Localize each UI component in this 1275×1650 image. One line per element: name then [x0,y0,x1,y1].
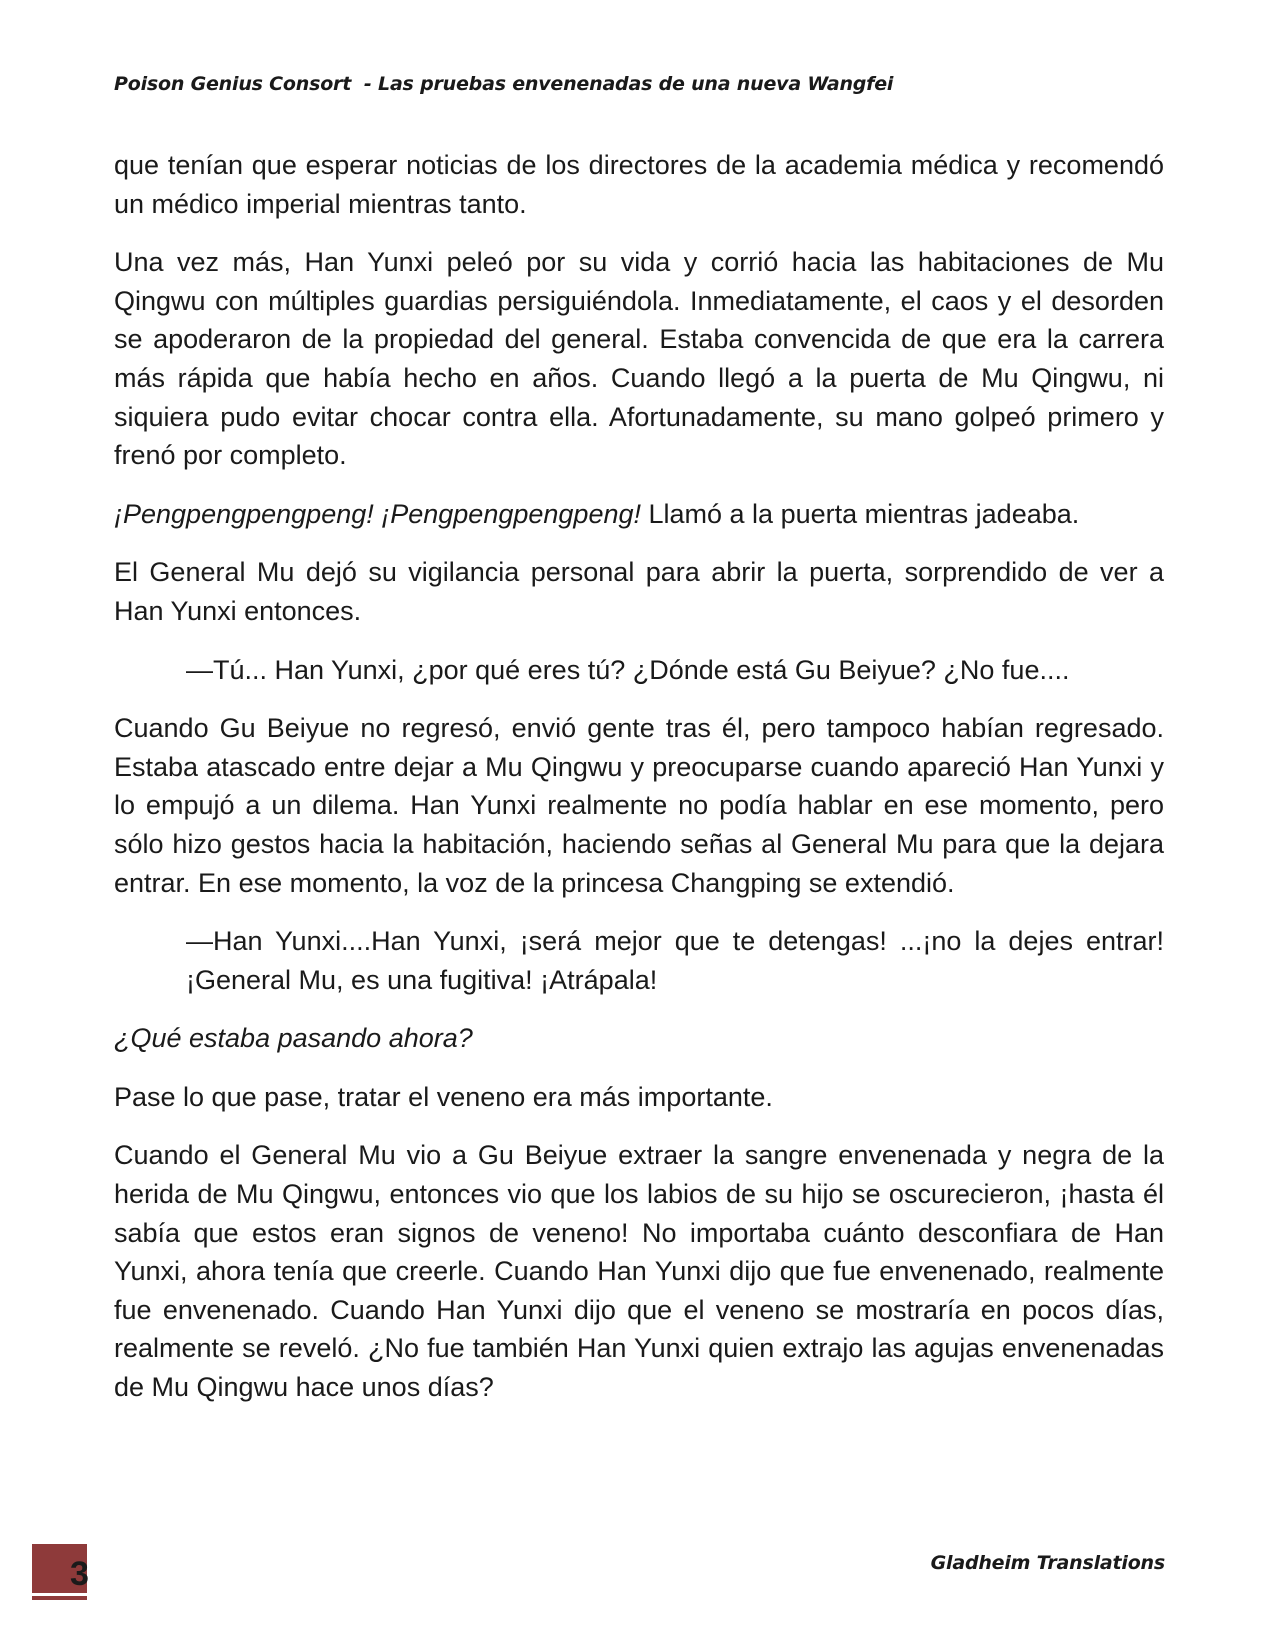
italic-thought: ¿Qué estaba pasando ahora? [114,1023,473,1054]
page-number-box [32,1544,87,1600]
paragraph: El General Mu dejó su vigilancia personal para abrir la puerta, sorprendido de ver a Han Yunxi entonces. [114,557,1164,626]
chapter-body [114,146,1164,1427]
paragraph: Cuando Gu Beiyue no regresó, envió gente tras él, pero tampoco habían regresado. Estaba atascado entre dejar a Mu Qingwu y preocuparse cuando apareció Han Yunxi y lo empujó a un dilema. Han Yunxi realmente no podía hablar en ese momento, pero sólo hizo gestos hacia la habitación, haciendo señas al General Mu para que la dejara entrar. En ese momento, la voz de la princesa Changping se extendió. [114,713,1164,898]
sound-effect-text: ¡Pengpengpengpeng! ¡Pengpengpengpeng! [114,498,641,529]
paragraph-text: Llamó a la puerta mientras jadeaba. [641,498,1080,529]
dialogue-line: —Tú... Han Yunxi, ¿por qué eres tú? ¿Dónde está Gu Beiyue? ¿No fue.... [186,654,1070,685]
paragraph: que tenían que esperar noticias de los directores de la academia médica y recomendó un médico imperial mientras tanto. [114,150,1164,219]
paragraph: Cuando el General Mu vio a Gu Beiyue extraer la sangre envenenada y negra de la herida de Mu Qingwu, entonces vio que los labios de su hijo se oscurecieron, ¡hasta él sabía que estos eran signos de veneno! No importaba cuánto desconfiara de Han Yunxi, ahora tenía que creerle. Cuando Han Yunxi dijo que fue envenenado, realmente fue envenenado. Cuando Han Yunxi dijo que el veneno se mostraría en pocos días, realmente se reveló. ¿No fue también Han Yunxi quien extrajo las agujas envenenadas de Mu Qingwu hace unos días? [114,1140,1164,1403]
footer-credit: Gladheim Translations [930,1552,1165,1574]
page-number-underline [32,1593,87,1596]
paragraph: Pase lo que pase, tratar el veneno era más importante. [114,1081,773,1112]
paragraph [114,495,1164,534]
dialogue-line: —Han Yunxi....Han Yunxi, ¡será mejor que te detengas! ...¡no la dejes entrar! ¡General Mu, es una fugitiva! ¡Atrápala! [186,926,1164,995]
paragraph: Una vez más, Han Yunxi peleó por su vida y corrió hacia las habitaciones de Mu Qingwu con múltiples guardias persiguiéndola. Inmediatamente, el caos y el desorden se apoderaron de la propiedad del general. Estaba convencida de que era la carrera más rápida que había hecho en años. Cuando llegó a la puerta de Mu Qingwu, ni siquiera pudo evitar chocar contra ella. Afortunadamente, su mano golpeó primero y frenó por completo. [114,247,1164,471]
page-number: 3 [70,1555,89,1593]
running-header: Poison Genius Consort - Las pruebas envenenadas de una nueva Wangfei [114,73,894,95]
